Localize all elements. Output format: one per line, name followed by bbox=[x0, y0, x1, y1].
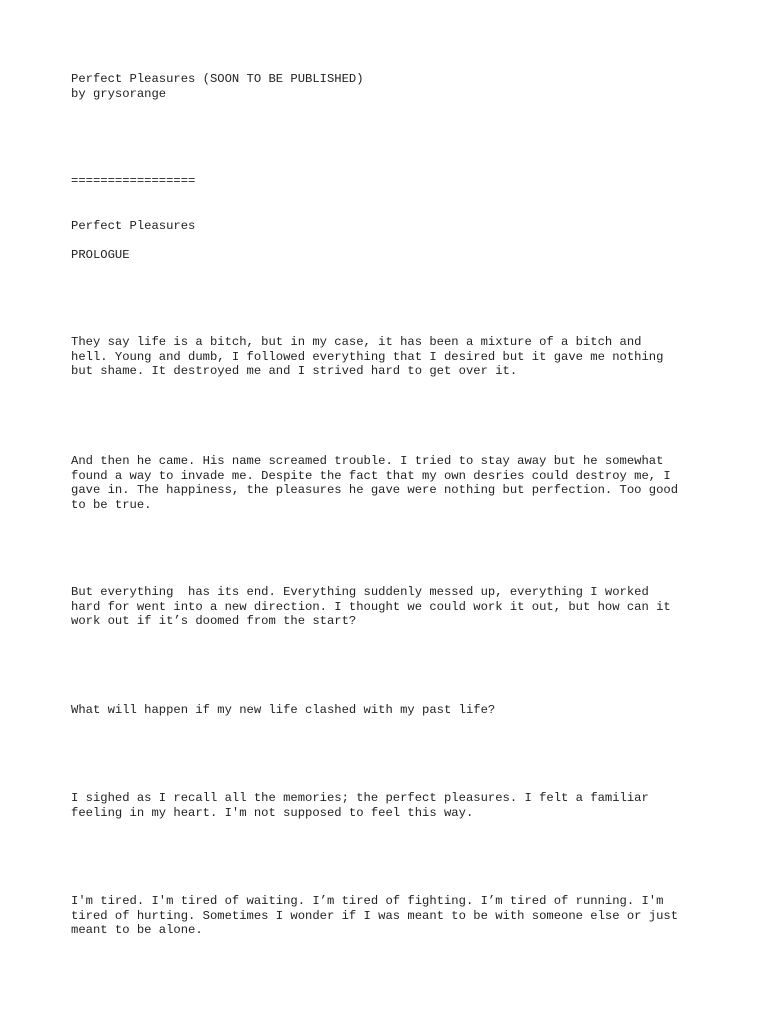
separator-line: ================= bbox=[71, 174, 196, 188]
paragraph: They say life is a bitch, but in my case, it has been a mixture of a bitch and hell. Young and dumb, I followed everything that I desired but it gave me nothing but shame. It destroyed me and I strived hard to get over it. bbox=[71, 335, 664, 379]
paragraph: And then he came. His name screamed trouble. I tried to stay away but he somewhat found a way to invade me. Despite the fact that my own desries could destroy me, I gave in. The happiness, the pleasures he gave were nothing but perfection. Too good to be true. bbox=[71, 454, 679, 513]
paragraph: But everything has its end. Everything suddenly messed up, everything I worked hard for went into a new direction. I thought we could work it out, but how can it work out if it’s doomed from the start? bbox=[71, 585, 671, 629]
paragraph: What will happen if my new life clashed with my past life? bbox=[71, 703, 496, 717]
paragraph: I sighed as I recall all the memories; the perfect pleasures. I felt a familiar feeling in my heart. I'm not supposed to feel this way. bbox=[71, 791, 649, 820]
document-title: Perfect Pleasures (SOON TO BE PUBLISHED) bbox=[71, 72, 364, 86]
story-heading: Perfect Pleasures bbox=[71, 219, 196, 233]
document-author: by grysorange bbox=[71, 87, 167, 101]
section-heading: PROLOGUE bbox=[71, 248, 130, 262]
paragraph: I'm tired. I'm tired of waiting. I’m tired of fighting. I’m tired of running. I'm tired of hurting. Sometimes I wonder if I was meant to be with someone else or just meant to be alone. bbox=[71, 894, 679, 938]
